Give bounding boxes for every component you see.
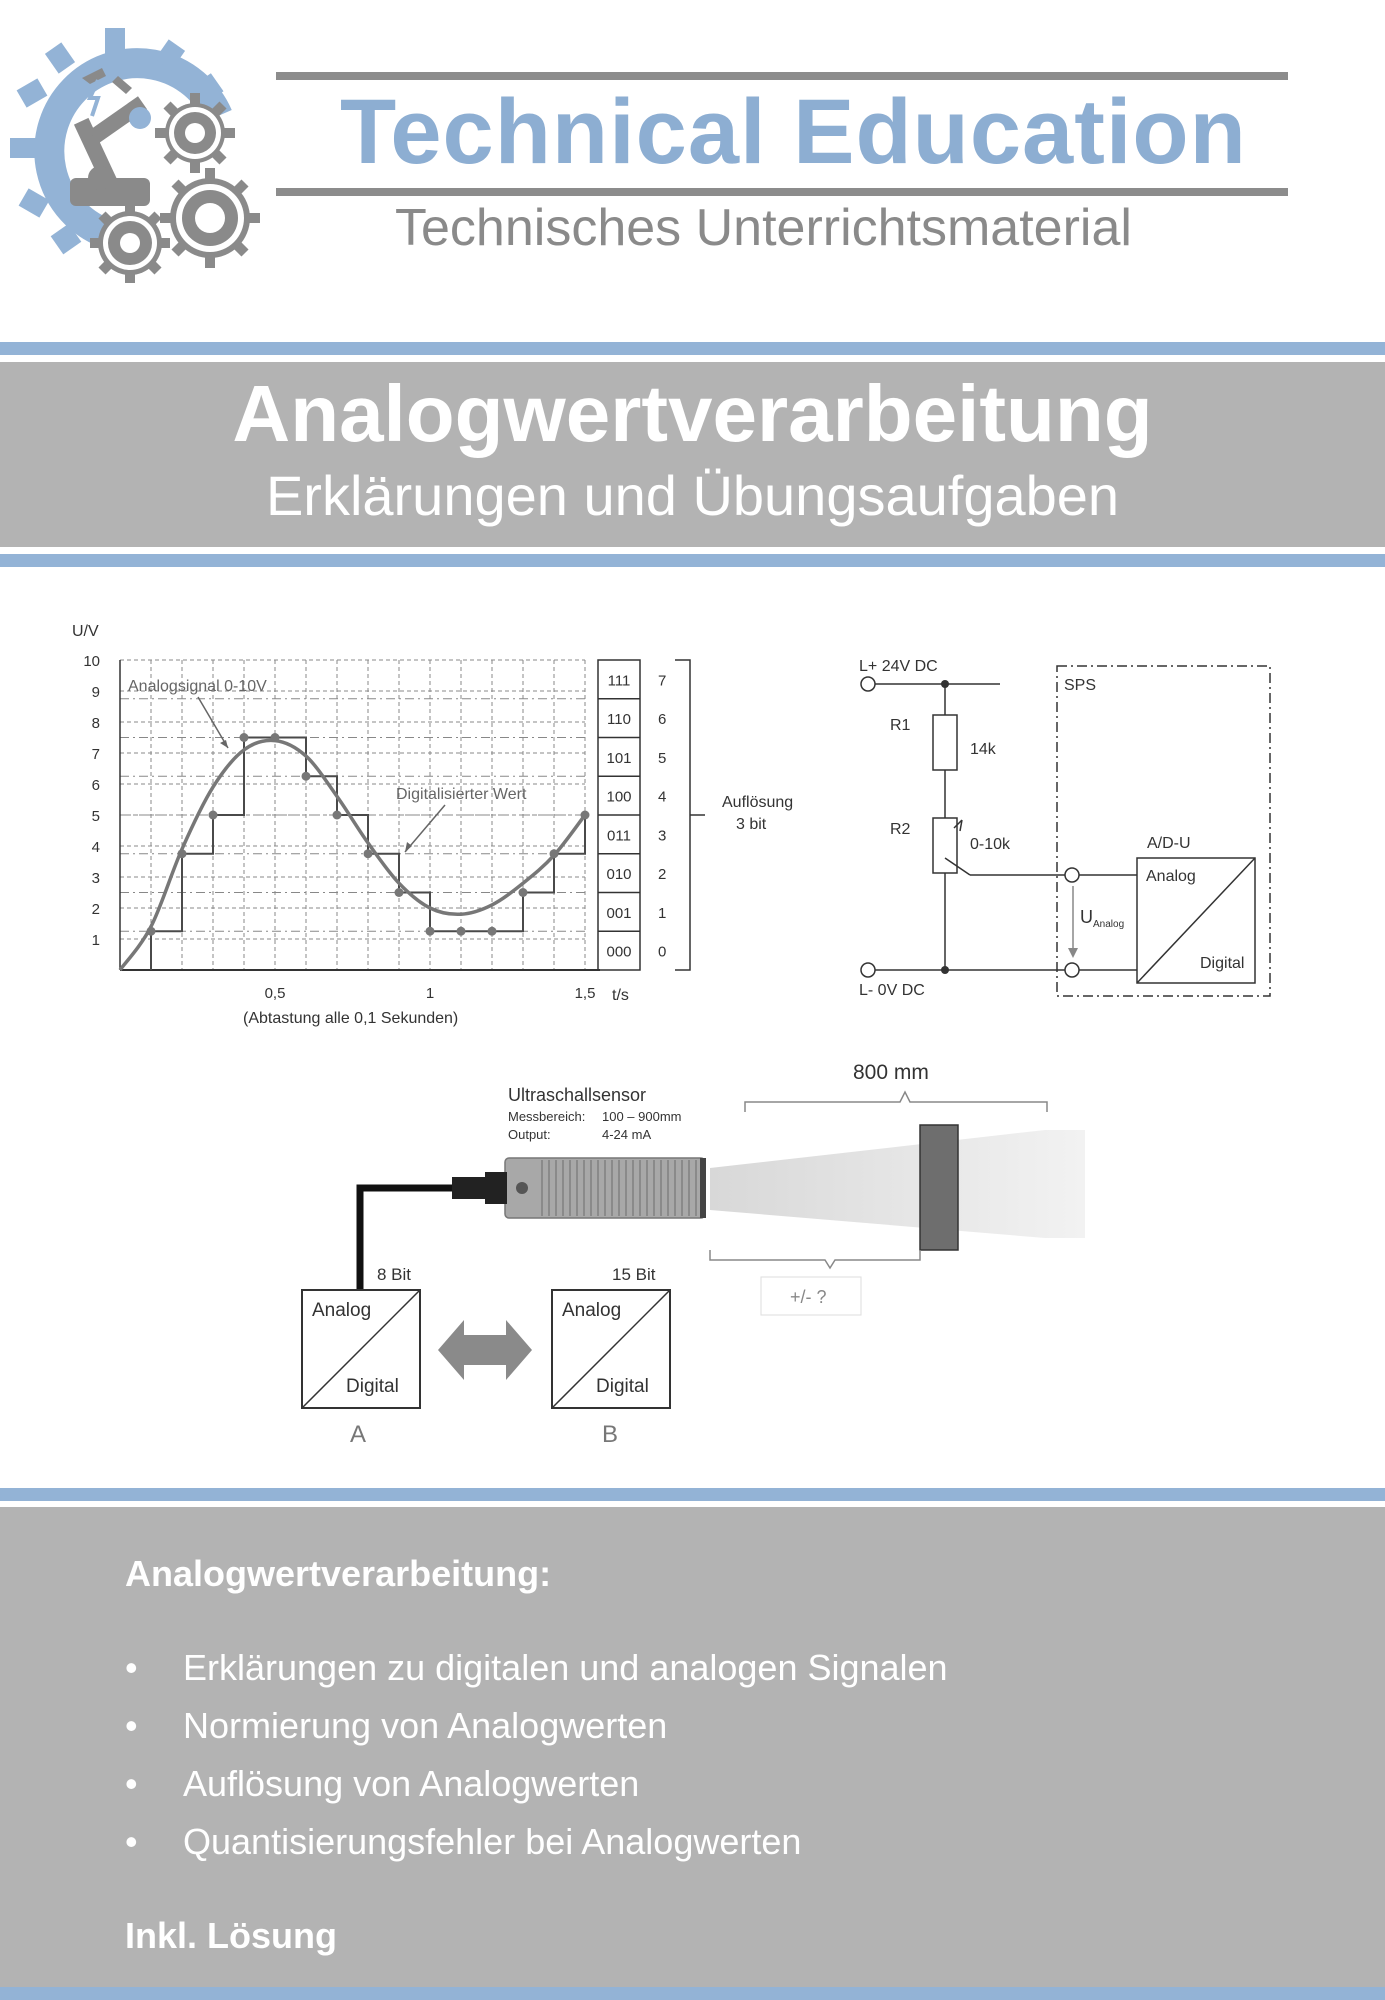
r1-label: R1 bbox=[890, 717, 911, 734]
circuit-diagram bbox=[840, 640, 1280, 1010]
level-label: 0 bbox=[658, 943, 667, 961]
converter-b-label: B bbox=[602, 1421, 619, 1448]
x-tick-label: 1 bbox=[425, 985, 435, 1002]
connector bbox=[485, 1172, 507, 1204]
y-axis-label: U/V bbox=[72, 623, 99, 640]
y-tick-label: 1 bbox=[91, 932, 100, 949]
logo bbox=[10, 28, 270, 298]
sensor-led bbox=[516, 1182, 528, 1194]
sample-point bbox=[457, 927, 466, 936]
connector-plug bbox=[452, 1177, 486, 1199]
input-terminal bbox=[1065, 868, 1079, 882]
arrow-head bbox=[405, 842, 412, 852]
list-item-text: Normierung von Analogwerten bbox=[183, 1705, 668, 1746]
converter-b-bits: 15 Bit bbox=[612, 1265, 656, 1284]
x-tick-label: 0,5 bbox=[264, 985, 286, 1002]
y-tick-label: 9 bbox=[91, 684, 100, 701]
converter-a-bits: 8 Bit bbox=[377, 1265, 412, 1284]
tolerance-bracket bbox=[710, 1250, 920, 1268]
terminal-bottom bbox=[861, 963, 875, 977]
adc-analog-label: Analog bbox=[1146, 868, 1196, 885]
code-cell: 101 bbox=[606, 749, 632, 767]
adc-digital-label: Digital bbox=[1200, 955, 1245, 972]
y-tick-label: 7 bbox=[91, 746, 100, 763]
arrow-head bbox=[220, 740, 228, 748]
level-label: 7 bbox=[658, 672, 667, 690]
converter-b-analog: Analog bbox=[562, 1300, 622, 1321]
sample-point bbox=[147, 927, 156, 936]
converter-a-digital: Digital bbox=[346, 1376, 399, 1397]
info-heading: Analogwertverarbeitung: bbox=[125, 1553, 552, 1594]
sample-point bbox=[333, 811, 342, 820]
y-tick-label: 4 bbox=[91, 839, 100, 856]
sps-label: SPS bbox=[1064, 677, 1097, 694]
level-label: 4 bbox=[658, 788, 667, 806]
tolerance-label: +/- ? bbox=[790, 1287, 827, 1307]
analog-signal-label: Analogsignal 0-10V bbox=[128, 678, 267, 695]
code-cell: 001 bbox=[606, 904, 632, 922]
sample-point bbox=[240, 733, 249, 742]
divider-strip bbox=[0, 554, 1385, 567]
level-label: 1 bbox=[658, 904, 667, 922]
bullet-icon: • bbox=[125, 1821, 138, 1862]
distance-label: 800 mm bbox=[853, 1061, 929, 1084]
r2-label: R2 bbox=[890, 821, 911, 838]
arrow-head bbox=[1068, 948, 1078, 958]
l-plus-label: L+ 24V DC bbox=[859, 658, 938, 675]
divider-strip bbox=[0, 1488, 1385, 1501]
y-tick-label: 5 bbox=[91, 808, 100, 825]
brand-title: Technical Education bbox=[340, 81, 1247, 183]
x-tick-label: 1,5 bbox=[574, 985, 596, 1002]
resolution-bracket bbox=[675, 660, 705, 970]
potentiometer-r2 bbox=[933, 818, 957, 873]
distance-bracket bbox=[745, 1092, 1047, 1112]
output-value: 4-24 mA bbox=[602, 1127, 652, 1142]
bullet-icon: • bbox=[125, 1763, 138, 1804]
code-cell: 011 bbox=[607, 827, 631, 845]
output-label: Output: bbox=[508, 1127, 551, 1142]
quantization-chart bbox=[0, 600, 820, 1040]
sample-point bbox=[178, 849, 187, 858]
code-cell: 110 bbox=[607, 711, 631, 729]
list-item bbox=[125, 1819, 948, 1877]
y-tick-label: 2 bbox=[91, 901, 100, 918]
y-tick-label: 10 bbox=[83, 653, 100, 670]
converter-a-analog: Analog bbox=[312, 1300, 372, 1321]
list-item bbox=[125, 1703, 948, 1761]
code-cell: 111 bbox=[607, 672, 631, 690]
bullet-icon: • bbox=[125, 1705, 138, 1746]
divider-strip bbox=[0, 1987, 1385, 2000]
level-label: 5 bbox=[658, 749, 667, 767]
level-label: 3 bbox=[658, 827, 667, 845]
sample-point bbox=[364, 849, 373, 858]
list-item-text: Auflösung von Analogwerten bbox=[183, 1763, 640, 1804]
code-cell: 000 bbox=[606, 943, 632, 961]
sensor-diagram bbox=[280, 1050, 1100, 1460]
code-cell: 010 bbox=[606, 866, 632, 884]
gear-robot-logo-icon bbox=[10, 28, 270, 298]
terminal-top bbox=[861, 677, 875, 691]
range-value: 100 – 900mm bbox=[602, 1109, 682, 1124]
header-top-rule bbox=[276, 72, 1288, 80]
sample-point bbox=[395, 888, 404, 897]
sample-point bbox=[302, 772, 311, 781]
r2-value: 0-10k bbox=[970, 836, 1011, 853]
u-analog-label: U bbox=[1080, 907, 1093, 927]
info-list bbox=[125, 1645, 948, 1877]
sample-point bbox=[209, 811, 218, 820]
ground-terminal bbox=[1065, 963, 1079, 977]
brand-subtitle: Technisches Unterrichtsmaterial bbox=[395, 199, 1132, 257]
converter-b-digital: Digital bbox=[596, 1376, 649, 1397]
resistor-r1 bbox=[933, 715, 957, 770]
header-bottom-rule bbox=[276, 188, 1288, 196]
level-label: 2 bbox=[658, 866, 667, 884]
page-title: Analogwertverarbeitung bbox=[232, 369, 1153, 458]
list-item-text: Erklärungen zu digitalen und analogen Signalen bbox=[183, 1647, 948, 1688]
code-cell: 100 bbox=[606, 788, 632, 806]
bullet-icon: • bbox=[125, 1647, 138, 1688]
l-minus-label: L- 0V DC bbox=[859, 982, 925, 999]
list-item bbox=[125, 1761, 948, 1819]
sample-point bbox=[426, 927, 435, 936]
target-object bbox=[920, 1125, 958, 1250]
sensor-face bbox=[700, 1158, 706, 1218]
list-item-text: Quantisierungsfehler bei Analogwerten bbox=[183, 1821, 802, 1862]
digital-label-arrow bbox=[405, 805, 445, 852]
sample-point bbox=[519, 888, 528, 897]
u-analog-subscript: Analog bbox=[1093, 919, 1125, 930]
resolution-bits: 3 bit bbox=[736, 816, 767, 833]
sample-point bbox=[488, 927, 497, 936]
y-tick-label: 8 bbox=[91, 715, 100, 732]
page-subtitle: Erklärungen und Übungsaufgaben bbox=[265, 464, 1120, 527]
digital-value-label: Digitalisierter Wert bbox=[396, 786, 527, 803]
analog-series bbox=[120, 740, 585, 970]
range-label: Messbereich: bbox=[508, 1109, 586, 1124]
list-item bbox=[125, 1645, 948, 1703]
level-label: 6 bbox=[658, 711, 667, 729]
sensor-name: Ultraschallsensor bbox=[508, 1085, 647, 1105]
sample-point bbox=[550, 849, 559, 858]
adu-label: A/D-U bbox=[1147, 835, 1191, 852]
y-tick-label: 3 bbox=[91, 870, 100, 887]
x-axis-label: t/s bbox=[612, 987, 629, 1004]
ultrasonic-beam bbox=[710, 1130, 1085, 1238]
chart-caption: (Abtastung alle 0,1 Sekunden) bbox=[243, 1010, 459, 1027]
compare-arrow-icon bbox=[438, 1320, 532, 1380]
resolution-label: Auflösung bbox=[722, 794, 794, 811]
info-footer: Inkl. Lösung bbox=[125, 1915, 337, 1956]
y-tick-label: 6 bbox=[91, 777, 100, 794]
r1-value: 14k bbox=[970, 741, 996, 758]
divider-strip bbox=[0, 342, 1385, 355]
sample-point bbox=[581, 811, 590, 820]
sample-point bbox=[271, 733, 280, 742]
converter-a-label: A bbox=[350, 1421, 367, 1448]
